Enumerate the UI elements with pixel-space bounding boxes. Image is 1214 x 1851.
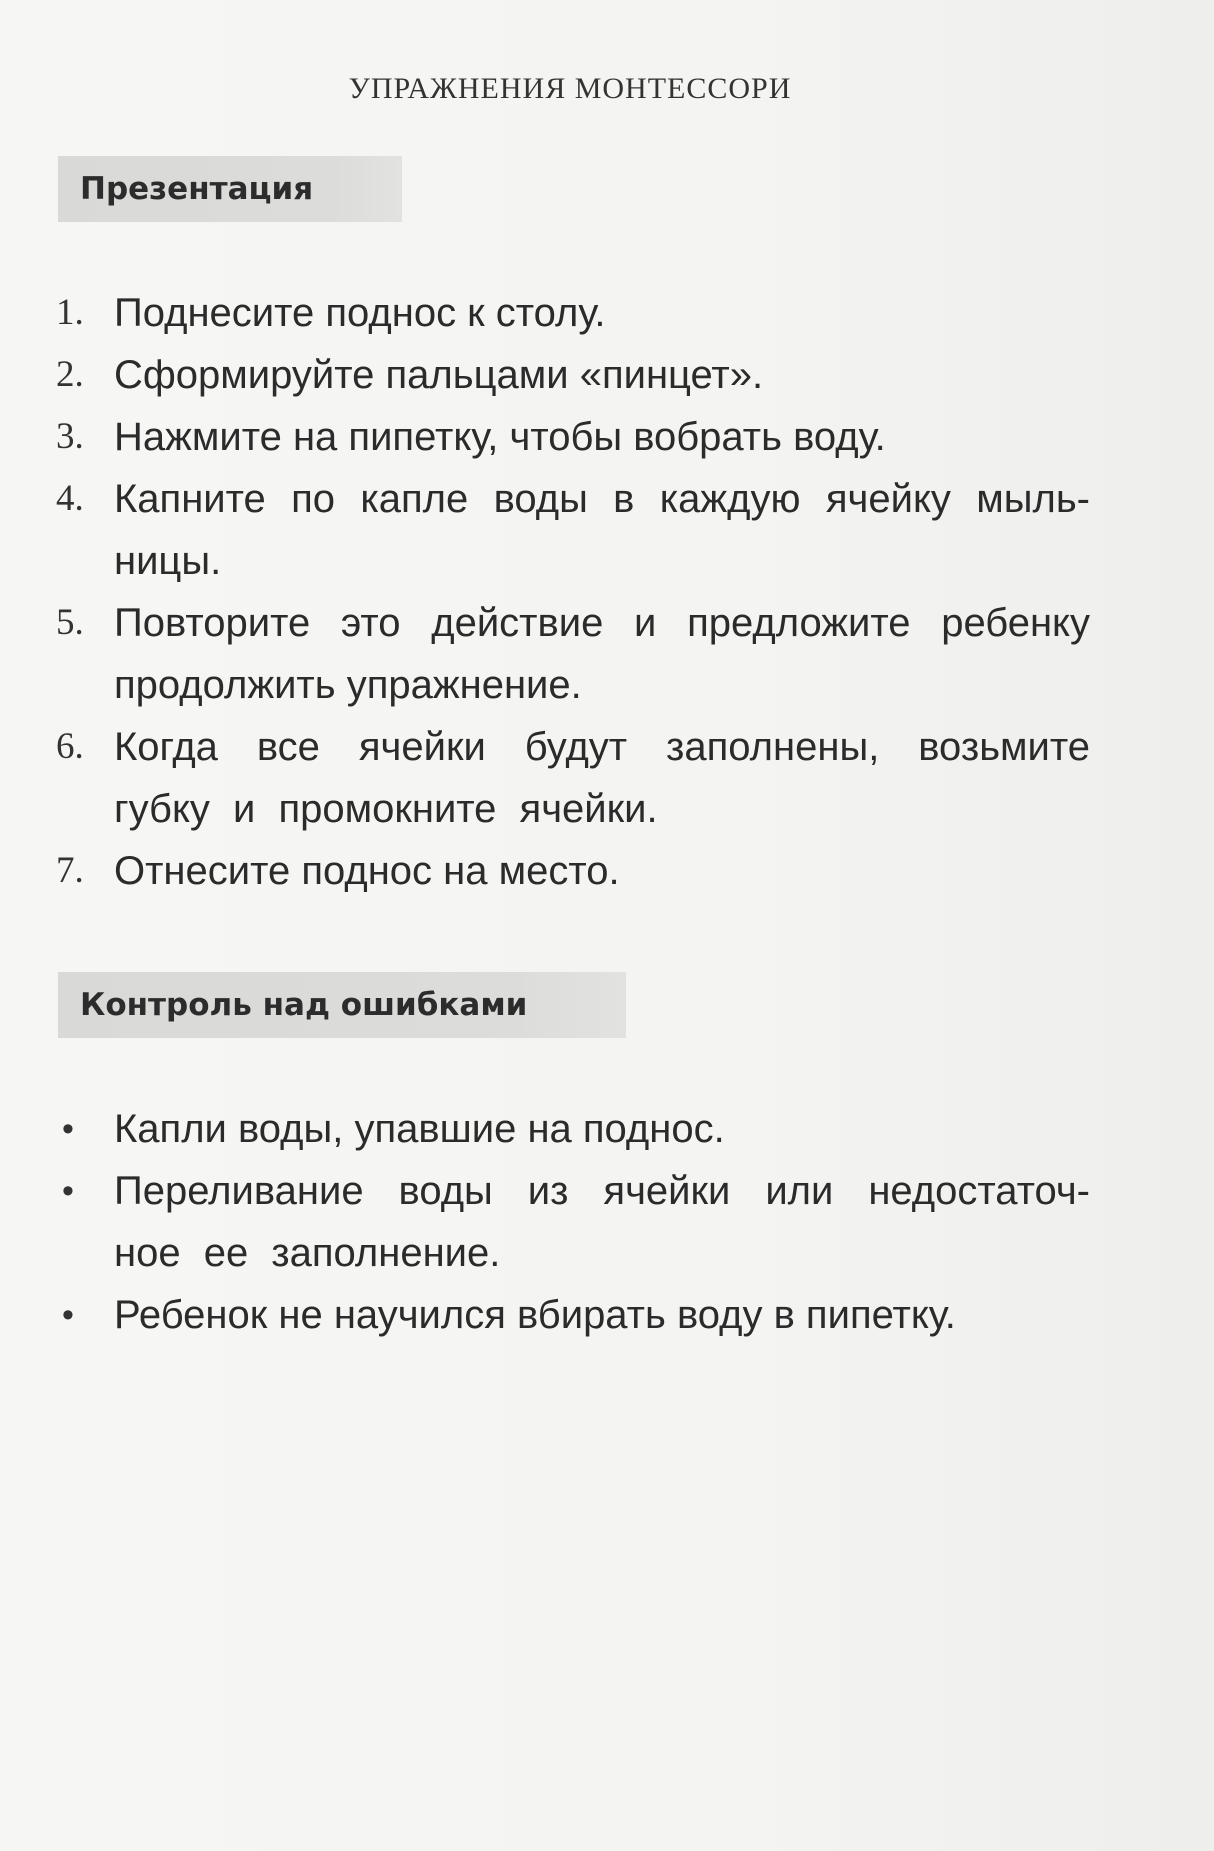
step-number: 5. <box>56 602 84 643</box>
step-number: 4. <box>56 478 84 519</box>
error-text: Ребенок не научился вбирать воду в пипетку. <box>114 1293 956 1337</box>
bullet-marker: • <box>62 1296 74 1334</box>
error-item <box>0 1098 1204 1160</box>
step-number: 1. <box>56 292 84 333</box>
step-item <box>0 406 1204 468</box>
error-control-list <box>0 1098 1204 1346</box>
section-heading-error-control: Контроль над ошибками <box>58 972 626 1038</box>
step-item <box>0 592 1204 716</box>
error-item <box>0 1284 1204 1346</box>
step-number: 7. <box>56 850 84 891</box>
step-item <box>0 840 1204 902</box>
step-text: Когда все ячейки будут заполнены, возьмите губку и промокните ячейки. <box>114 725 1090 831</box>
section-heading-presentation: Презентация <box>58 156 402 222</box>
step-item <box>0 716 1204 840</box>
step-number: 6. <box>56 726 84 767</box>
running-head: УПРАЖНЕНИЯ МОНТЕССОРИ <box>348 72 792 105</box>
bullet-marker: • <box>62 1172 74 1210</box>
step-number: 2. <box>56 354 84 395</box>
step-item <box>0 344 1204 406</box>
step-text: Отнесите поднос на место. <box>114 849 620 893</box>
step-text: Повторите это действие и предложите ребенку продолжить упражнение. <box>114 601 1090 707</box>
error-text: Капли воды, упавшие на поднос. <box>114 1107 725 1151</box>
step-number: 3. <box>56 416 84 457</box>
step-text: Нажмите на пипетку, чтобы вобрать воду. <box>114 415 886 459</box>
error-item <box>0 1160 1204 1284</box>
step-item <box>0 468 1204 592</box>
presentation-steps-list <box>0 282 1204 902</box>
step-item <box>0 282 1204 344</box>
error-text: Переливание воды из ячейки или недостаточ-ное ее заполнение. <box>114 1169 1090 1275</box>
step-text: Капните по капле воды в каждую ячейку мыль-ницы. <box>114 477 1090 583</box>
step-text: Сформируйте пальцами «пинцет». <box>114 353 764 397</box>
step-text: Поднесите поднос к столу. <box>114 291 606 335</box>
bullet-marker: • <box>62 1110 74 1148</box>
